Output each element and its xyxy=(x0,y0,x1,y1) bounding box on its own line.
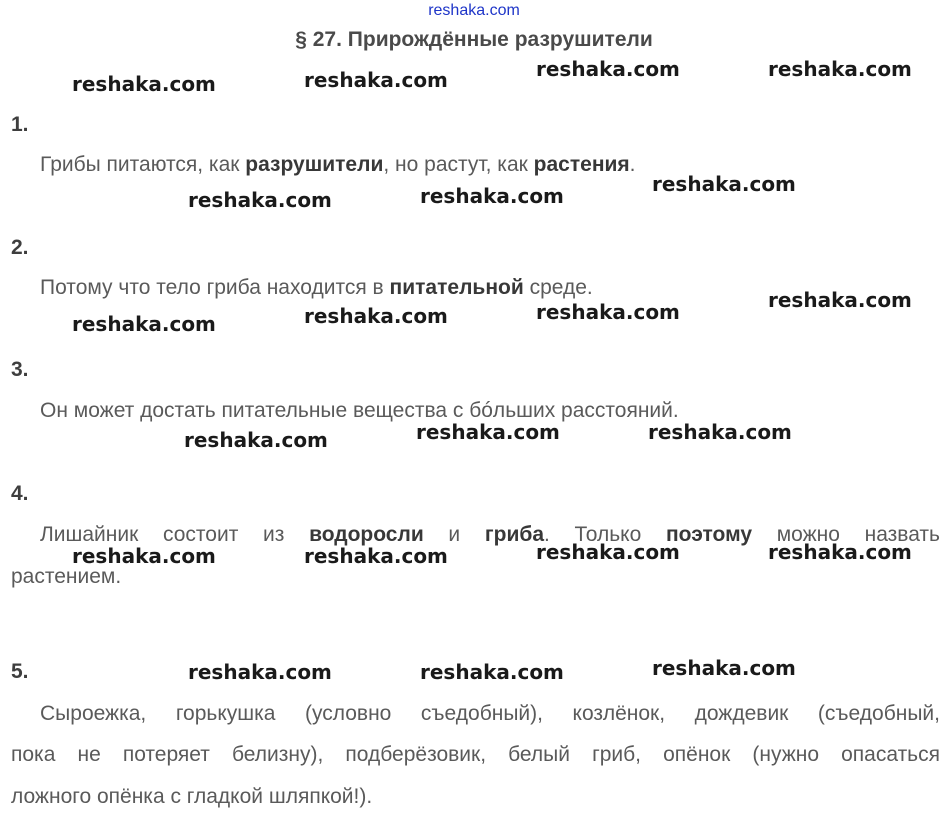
answer-2: Потому что тело гриба находится в питательной среде. xyxy=(40,276,593,299)
watermark: reshaka.com xyxy=(420,660,564,684)
watermark: reshaka.com xyxy=(72,312,216,336)
watermark: reshaka.com xyxy=(536,540,680,564)
answer-4-line-1: Лишайник состоит из водоросли и гриба. Только поэтому можно назвать xyxy=(40,523,940,546)
watermark: reshaka.com xyxy=(536,300,680,324)
watermark: reshaka.com xyxy=(72,72,216,96)
question-number-2: 2. xyxy=(11,236,29,259)
answer-3: Он может достать питательные вещества с бóльших расстояний. xyxy=(40,399,679,422)
watermark: reshaka.com xyxy=(72,544,216,568)
watermark: reshaka.com xyxy=(304,544,448,568)
watermark: reshaka.com xyxy=(768,57,912,81)
question-number-4: 4. xyxy=(11,482,29,505)
watermark: reshaka.com xyxy=(304,68,448,92)
watermark: reshaka.com xyxy=(188,660,332,684)
page-title: § 27. Прирождённые разрушители xyxy=(295,28,653,51)
watermark: reshaka.com xyxy=(648,420,792,444)
answer-5-line-1: Сыроежка, горькушка (условно съедобный), козлёнок, дождевик (съедобный, xyxy=(40,702,940,725)
watermark: reshaka.com xyxy=(420,184,564,208)
answer-5-line-3: ложного опёнка с гладкой шляпкой!). xyxy=(11,785,373,808)
watermark: reshaka.com xyxy=(536,57,680,81)
watermark: reshaka.com xyxy=(304,304,448,328)
question-number-1: 1. xyxy=(11,113,29,136)
watermark: reshaka.com xyxy=(652,172,796,196)
watermark: reshaka.com xyxy=(768,540,912,564)
watermark: reshaka.com xyxy=(184,428,328,452)
watermark: reshaka.com xyxy=(188,188,332,212)
watermark: reshaka.com xyxy=(652,656,796,680)
question-number-3: 3. xyxy=(11,358,29,381)
header-watermark: reshaka.com xyxy=(428,2,520,19)
answer-1: Грибы питаются, как разрушители, но растут, как растения. xyxy=(40,153,636,176)
watermark: reshaka.com xyxy=(768,288,912,312)
answer-5-line-2: пока не потеряет белизну), подберёзовик, белый гриб, опёнок (нужно опасаться xyxy=(11,743,940,766)
answer-4-line-2: растением. xyxy=(11,565,122,588)
question-number-5: 5. xyxy=(11,660,29,683)
watermark: reshaka.com xyxy=(416,420,560,444)
